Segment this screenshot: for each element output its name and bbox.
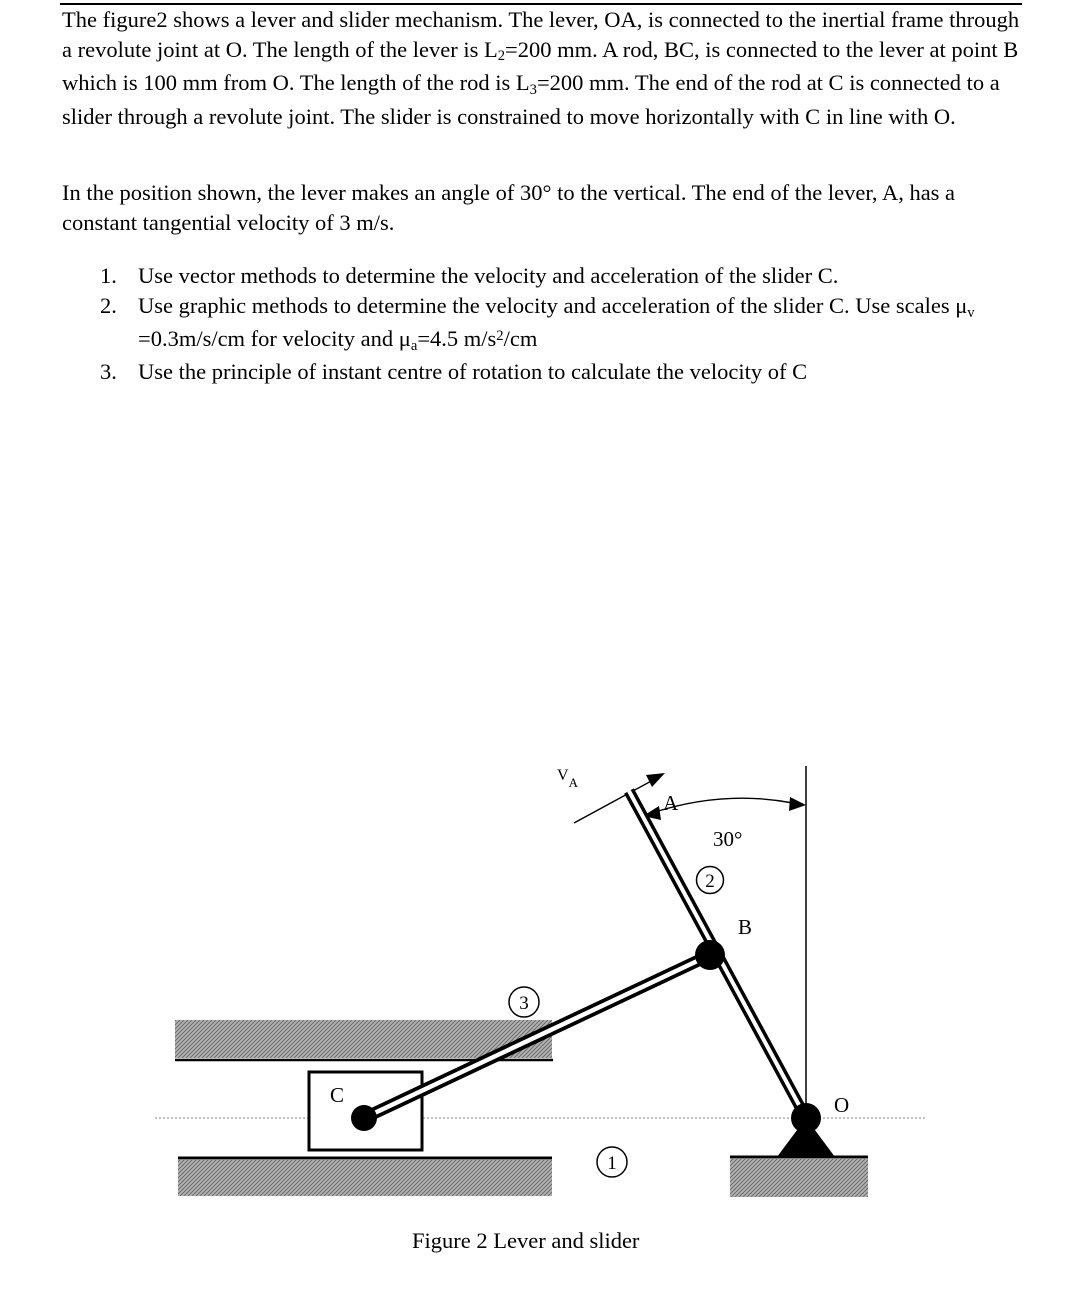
label-va: $V_A$ xyxy=(557,767,578,790)
figure-caption: Figure 2 Lever and slider xyxy=(412,1228,640,1253)
joint-b xyxy=(695,940,725,970)
label-o: O xyxy=(834,1093,850,1117)
label-c: C xyxy=(330,1083,345,1107)
joint-o xyxy=(791,1103,821,1133)
label-link-3: 3 xyxy=(519,993,529,1014)
label-a: A xyxy=(663,791,679,815)
problem-paragraph-2: In the position shown, the lever makes an angle of 30° to the vertical. The end of the lever, A, has a constant tangential velocity of 3 m/s. xyxy=(62,180,956,235)
label-angle-30: 30° xyxy=(713,827,743,851)
label-link-2: 2 xyxy=(705,871,715,892)
lower-guide-ground xyxy=(178,1158,552,1196)
task-item-1: 1. Use vector methods to determine the velocity and acceleration of the slider C. xyxy=(100,263,839,288)
problem-paragraph-1: The figure2 shows a lever and slider mechanism. The lever, OA, is connected to the inertial frame through a revolute joint at O. The length of the lever is $L_2=200$ mm. A rod, BC, is connected to the lever at point B which is 100 mm from O. The length of the rod is $L_3=200$ mm. The end of the rod at C is connected to a slider through a revolute joint. The slider is constrained to move horizontally with C in line with O. xyxy=(62,7,1020,129)
joint-c xyxy=(351,1105,377,1131)
label-link-1: 1 xyxy=(607,1153,617,1174)
label-b: B xyxy=(738,915,753,939)
pivot-ground xyxy=(730,1157,868,1197)
velocity-vector-arrowhead xyxy=(646,773,665,787)
task-item-3: 3. Use the principle of instant centre of rotation to calculate the velocity of C xyxy=(100,359,808,384)
angle-arrowhead-right xyxy=(789,797,806,811)
task-item-2: 2. Use graphic methods to determine the velocity and acceleration of the slider C. Use scales $\mu_v =0.3m/s/cm$ for velocity and $\mu_a=4.5$ $m/s^2/cm$ xyxy=(100,293,975,354)
